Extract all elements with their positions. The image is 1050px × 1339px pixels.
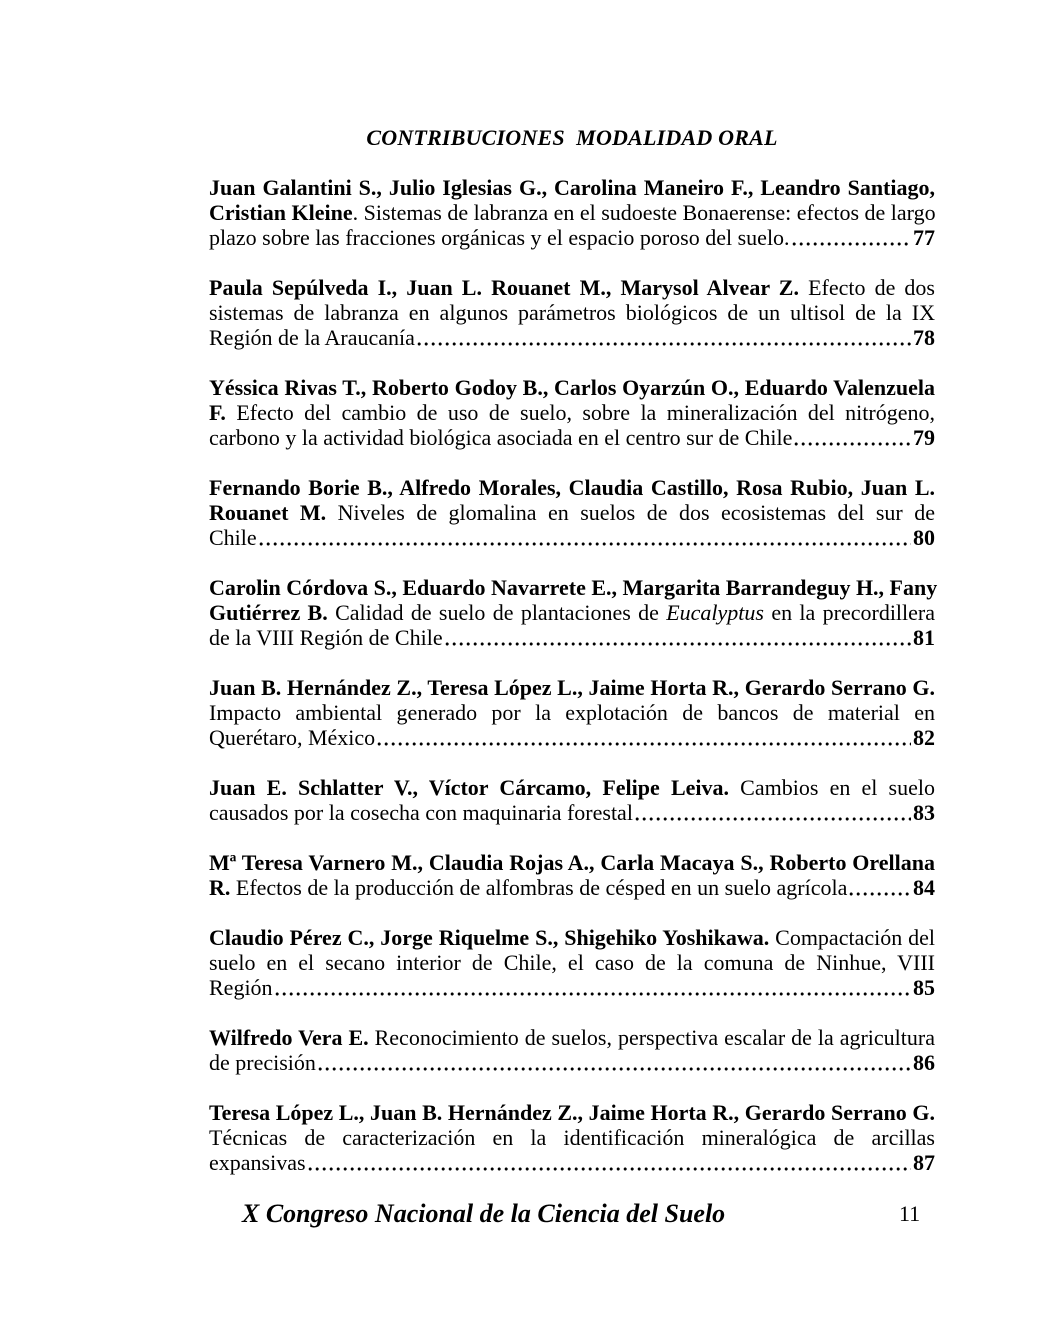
toc-entry-last-line bbox=[209, 225, 935, 250]
entry-text-segment: plazo sobre las fracciones orgánicas y el espacio poroso del suelo. bbox=[209, 225, 790, 250]
toc-entry bbox=[209, 375, 935, 450]
toc-entry-list bbox=[209, 175, 938, 1175]
toc-entry bbox=[209, 1100, 935, 1175]
entry-text-segment: Paula Sepúlveda I., Juan L. Rouanet M., Marysol Alvear Z. bbox=[209, 275, 799, 300]
toc-entry-line bbox=[209, 575, 938, 600]
toc-entry-line bbox=[209, 700, 935, 725]
entry-text-segment: sistemas de labranza en algunos parámetros biológicos de un ultisol de la IX bbox=[209, 300, 935, 325]
entry-text-segment: Eucalyptus bbox=[666, 600, 764, 625]
section-heading: CONTRIBUCIONES MODALIDAD ORAL bbox=[366, 125, 778, 150]
entry-text-segment: Efecto del cambio de uso de suelo, sobre la mineralización del nitrógeno, bbox=[225, 400, 935, 425]
entry-text-segment: Wilfredo Vera E. bbox=[209, 1025, 369, 1050]
toc-entry-last-text bbox=[209, 325, 415, 350]
toc-entry-last-text bbox=[209, 725, 375, 750]
entry-text-segment: Cristian Kleine bbox=[209, 200, 353, 225]
entry-page-number: 81 bbox=[913, 625, 935, 650]
dot-leader bbox=[794, 441, 911, 447]
entry-page-number: 79 bbox=[913, 425, 935, 450]
toc-entry-last-text bbox=[209, 225, 790, 250]
toc-entry-line bbox=[209, 275, 935, 300]
entry-page-number: 86 bbox=[913, 1050, 935, 1075]
entry-text-segment: de precisión bbox=[209, 1050, 316, 1075]
entry-text-segment: Teresa López L., Juan B. Hernández Z., Jaime Horta R., Gerardo Serrano G. bbox=[209, 1100, 935, 1125]
toc-entry bbox=[209, 775, 935, 825]
entry-text-segment: Mª Teresa Varnero M., Claudia Rojas A., Carla Macaya S., Roberto Orellana bbox=[209, 850, 935, 875]
toc-entry-line bbox=[209, 300, 935, 325]
toc-entry-last-line bbox=[209, 1150, 935, 1175]
entry-text-segment: Calidad de suelo de plantaciones de bbox=[327, 600, 667, 625]
entry-text-segment: Juan E. Schlatter V., Víctor Cárcamo, Felipe Leiva. bbox=[209, 775, 729, 800]
dot-leader bbox=[308, 1166, 911, 1172]
dot-leader bbox=[445, 641, 911, 647]
toc-entry-line bbox=[209, 400, 935, 425]
toc-entry-line bbox=[209, 175, 935, 200]
toc-entry bbox=[209, 575, 938, 650]
entry-text-segment: . Sistemas de labranza en el sudoeste Bonaerense: efectos de largo bbox=[352, 200, 936, 225]
toc-entry-line bbox=[209, 675, 935, 700]
entry-page-number: 78 bbox=[913, 325, 935, 350]
toc-entry-last-line bbox=[209, 975, 935, 1000]
entry-text-segment: Fernando Borie B., Alfredo Morales, Claudia Castillo, Rosa Rubio, Juan L. bbox=[209, 475, 935, 500]
entry-text-segment: causados por la cosecha con maquinaria forestal bbox=[209, 800, 633, 825]
entry-text-segment: Gutiérrez B. bbox=[209, 600, 328, 625]
toc-entry-last-line bbox=[209, 325, 935, 350]
toc-entry bbox=[209, 675, 935, 750]
toc-entry-last-text bbox=[209, 625, 443, 650]
entry-page-number: 84 bbox=[913, 875, 935, 900]
toc-entry-line bbox=[209, 200, 935, 225]
entry-page-number: 82 bbox=[913, 725, 935, 750]
entry-text-segment: expansivas bbox=[209, 1150, 306, 1175]
entry-text-segment: Rouanet M. bbox=[209, 500, 327, 525]
footer-congress-title: X Congreso Nacional de la Ciencia del Suelo bbox=[242, 1199, 726, 1228]
toc-entry-line bbox=[209, 600, 935, 625]
entry-text-segment: R. bbox=[209, 875, 231, 900]
toc-entry-last-line bbox=[209, 875, 935, 900]
entry-text-segment: suelo en el secano interior de Chile, el caso de la comuna de Ninhue, VIII bbox=[209, 950, 935, 975]
toc-entry-line bbox=[209, 950, 935, 975]
dot-leader bbox=[792, 241, 911, 247]
entry-text-segment: carbono y la actividad biológica asociada en el centro sur de Chile bbox=[209, 425, 793, 450]
toc-entry bbox=[209, 175, 935, 250]
entry-text-segment: Querétaro, México bbox=[209, 725, 376, 750]
footer-page-number: 11 bbox=[899, 1201, 921, 1226]
toc-entry-last-line bbox=[209, 425, 935, 450]
entry-text-segment: Impacto ambiental generado por la explotación de bancos de material en bbox=[209, 700, 935, 725]
toc-entry bbox=[209, 850, 935, 900]
dot-leader bbox=[635, 816, 911, 822]
toc-entry-last-line bbox=[209, 800, 935, 825]
toc-entry-line bbox=[209, 500, 935, 525]
entry-text-segment: Yéssica Rivas T., Roberto Godoy B., Carlos Oyarzún O., Eduardo Valenzuela bbox=[209, 375, 935, 400]
toc-entry-line bbox=[209, 375, 935, 400]
entry-text-segment: en la precordillera bbox=[763, 600, 936, 625]
toc-entry-line bbox=[209, 1100, 935, 1125]
toc-entry-last-text bbox=[209, 875, 847, 900]
entry-text-segment: Carolin Córdova S., Eduardo Navarrete E., Margarita Barrandeguy H., Fany bbox=[209, 575, 938, 600]
toc-entry-line bbox=[209, 475, 935, 500]
entry-text-segment: F. bbox=[209, 400, 226, 425]
toc-entry-line bbox=[209, 850, 935, 875]
dot-leader bbox=[849, 891, 911, 897]
toc-entry-last-line bbox=[209, 1050, 935, 1075]
toc-entry bbox=[209, 1025, 935, 1075]
entry-text-segment: Región de la Araucanía bbox=[209, 325, 415, 350]
dot-leader bbox=[377, 741, 911, 747]
entry-text-segment: Chile bbox=[209, 525, 257, 550]
toc-entry-line bbox=[209, 925, 935, 950]
toc-content bbox=[209, 125, 938, 1200]
toc-entry-last-text bbox=[209, 525, 257, 550]
toc-entry-line bbox=[209, 1025, 935, 1050]
entry-text-segment: Juan B. Hernández Z., Teresa López L., Jaime Horta R., Gerardo Serrano G. bbox=[209, 675, 935, 700]
toc-entry-line bbox=[209, 775, 935, 800]
entry-text-segment: Cambios en el suelo bbox=[729, 775, 935, 800]
dot-leader bbox=[275, 991, 911, 997]
dot-leader bbox=[318, 1066, 911, 1072]
entry-page-number: 87 bbox=[913, 1150, 935, 1175]
toc-entry-last-text bbox=[209, 800, 633, 825]
entry-text-segment: Región bbox=[209, 975, 273, 1000]
entry-text-segment: Reconocimiento de suelos, perspectiva escalar de la agricultura bbox=[368, 1025, 935, 1050]
entry-page-number: 80 bbox=[913, 525, 935, 550]
entry-text-segment: Niveles de glomalina en suelos de dos ecosistemas del sur de bbox=[326, 500, 935, 525]
entry-text-segment: Efecto de dos bbox=[798, 275, 935, 300]
toc-entry-line bbox=[209, 1125, 935, 1150]
entry-text-segment: Compactación del bbox=[769, 925, 935, 950]
entry-text-segment: Juan Galantini S., Julio Iglesias G., Carolina Maneiro F., Leandro Santiago, bbox=[209, 175, 935, 200]
entry-page-number: 85 bbox=[913, 975, 935, 1000]
toc-entry bbox=[209, 475, 935, 550]
toc-entry bbox=[209, 275, 935, 350]
entry-text-segment: Claudio Pérez C., Jorge Riquelme S., Shigehiko Yoshikawa. bbox=[209, 925, 770, 950]
toc-entry-last-text bbox=[209, 1150, 306, 1175]
toc-entry-last-text bbox=[209, 975, 273, 1000]
entry-text-segment: Efectos de la producción de alfombras de césped en un suelo agrícola bbox=[230, 875, 848, 900]
entry-text-segment: de la VIII Región de Chile bbox=[209, 625, 443, 650]
entry-text-segment: Técnicas de caracterización en la identificación mineralógica de arcillas bbox=[209, 1125, 935, 1150]
toc-entry-last-line bbox=[209, 625, 935, 650]
entry-page-number: 83 bbox=[913, 800, 935, 825]
toc-entry-last-text bbox=[209, 425, 792, 450]
toc-entry-last-line bbox=[209, 725, 935, 750]
toc-entry bbox=[209, 925, 935, 1000]
dot-leader bbox=[259, 541, 911, 547]
toc-entry-last-line bbox=[209, 525, 935, 550]
entry-page-number: 77 bbox=[913, 225, 935, 250]
toc-entry-last-text bbox=[209, 1050, 316, 1075]
dot-leader bbox=[417, 341, 911, 347]
